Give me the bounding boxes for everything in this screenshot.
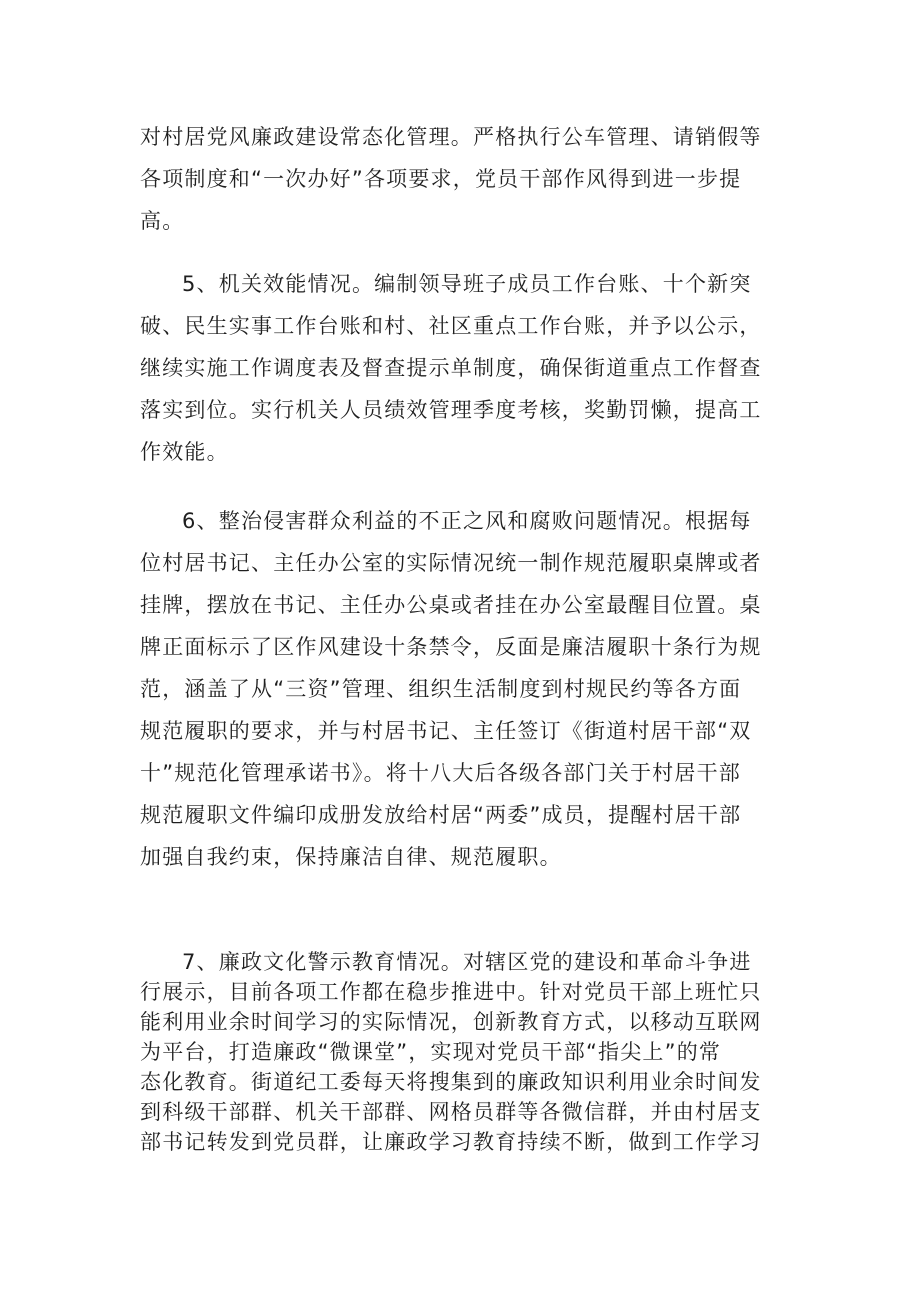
text-line: 牌正面标示了区作风建设十条禁令，反面是廉洁履职十条行为规 [140,635,762,659]
paragraph-item-5 [140,263,780,473]
text-line: 各项制度和“一次办好”各项要求，党员干部作风得到进一步提 [140,167,742,191]
text-line: 为平台，打造廉政“微课堂”，实现对党员干部“指尖上”的常 [140,1040,722,1064]
text-line: 十”规范化管理承诺书》。将十八大后各级各部门关于村居干部 [140,761,741,785]
text-line: 加强自我约束，保持廉洁自律、规范履职。 [140,845,562,869]
text-line: 挂牌，摆放在书记、主任办公桌或者挂在办公室最醒目位置。桌 [140,593,762,617]
text-line: 部书记转发到党员群，让廉政学习教育持续不断，做到工作学习 [140,1130,762,1154]
text-line: 高。 [140,209,185,233]
text-line: 能利用业余时间学习的实际情况，创新教育方式，以移动互联网 [140,1010,762,1034]
text-line: 继续实施工作调度表及督查提示单制度，确保街道重点工作督查 [140,356,762,380]
text-line: 落实到位。实行机关人员绩效管理季度考核，奖勤罚懒，提高工 [140,398,762,422]
text-line: 7、廉政文化警示教育情况。对辖区党的建设和革命斗争进 [182,950,752,974]
text-line: 破、民生实事工作台账和村、社区重点工作台账，并予以公示， [140,314,762,338]
text-line: 范，涵盖了从“三资”管理、组织生活制度到村规民约等各方面 [140,677,742,701]
paragraph-item-7 [140,947,780,1157]
text-line: 态化教育。街道纪工委每天将搜集到的廉政知识利用业余时间发 [140,1070,762,1094]
text-line: 对村居党风廉政建设常态化管理。严格执行公车管理、请销假等 [140,125,762,149]
text-line: 作效能。 [140,440,229,464]
paragraph-continuation [140,116,780,242]
text-line: 位村居书记、主任办公室的实际情况统一制作规范履职桌牌或者 [140,551,762,575]
text-line: 规范履职的要求，并与村居书记、主任签订《街道村居干部“双 [140,719,752,743]
text-line: 6、整治侵害群众利益的不正之风和腐败问题情况。根据每 [182,509,752,533]
paragraph-item-6 [140,500,780,878]
text-line: 行展示，目前各项工作都在稳步推进中。针对党员干部上班忙只 [140,980,762,1004]
text-line: 到科级干部群、机关干部群、网格员群等各微信群，并由村居支 [140,1100,762,1124]
text-line: 规范履职文件编印成册发放给村居“两委”成员，提醒村居干部 [140,803,742,827]
text-line: 5、机关效能情况。编制领导班子成员工作台账、十个新突 [182,272,752,296]
